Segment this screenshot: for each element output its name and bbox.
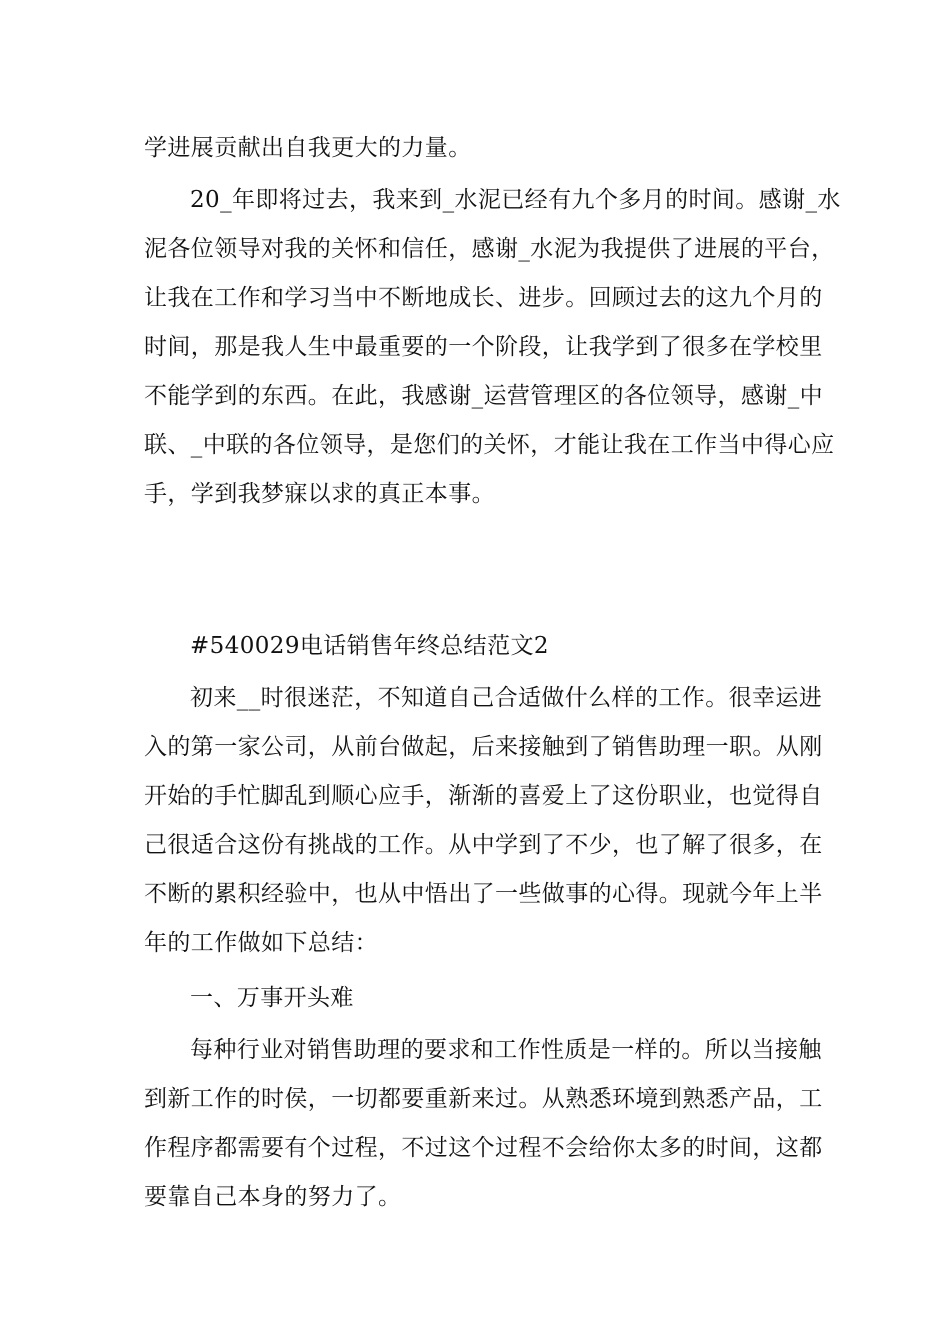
document-heading xyxy=(144,622,809,671)
text-line: 学进展贡献出自我更大的力量。 xyxy=(144,135,472,161)
heading-text: #540029电话销售年终总结范文2 xyxy=(190,633,549,659)
text-line: 入的第一家公司，从前台做起，后来接触到了销售助理一职。从刚 xyxy=(144,734,823,760)
text-line: 不能学到的东西。在此，我感谢_运营管理区的各位领导，感谢_中 xyxy=(144,383,823,409)
section-heading xyxy=(144,974,809,1023)
paragraph-gratitude xyxy=(144,176,841,519)
text-line: 初来__时很迷茫，不知道自己合适做什么样的工作。很幸运进 xyxy=(190,685,823,711)
paragraph-section-body xyxy=(144,1026,823,1222)
text-line: 每种行业对销售助理的要求和工作性质是一样的。所以当接触 xyxy=(190,1037,822,1063)
text-line: 20_年即将过去，我来到_水泥已经有九个多月的时间。感谢_水 xyxy=(190,187,841,213)
text-line: 要靠自己本身的努力了。 xyxy=(144,1184,402,1210)
text-line: 手，学到我梦寐以求的真正本事。 xyxy=(144,481,495,507)
text-line: 联、_中联的各位领导，是您们的关怀，才能让我在工作当中得心应 xyxy=(144,432,835,458)
text-line: 时间，那是我人生中最重要的一个阶段，让我学到了很多在学校里 xyxy=(144,334,823,360)
text-line: 开始的手忙脚乱到顺心应手，渐渐的喜爱上了这份职业，也觉得自 xyxy=(144,783,823,809)
text-line: 己很适合这份有挑战的工作。从中学到了不少，也了解了很多，在 xyxy=(144,832,823,858)
text-line: 年的工作做如下总结： xyxy=(144,930,378,956)
text-line: 让我在工作和学习当中不断地成长、进步。回顾过去的这九个月的 xyxy=(144,285,823,311)
text-line: 不断的累积经验中，也从中悟出了一些做事的心得。现就今年上半 xyxy=(144,881,823,907)
paragraph-continuation xyxy=(144,124,809,173)
section-heading-text: 一、万事开头难 xyxy=(190,985,354,1011)
text-line: 作程序都需要有个过程，不过这个过程不会给你太多的时间，这都 xyxy=(144,1135,823,1161)
text-line: 到新工作的时侯，一切都要重新来过。从熟悉环境到熟悉产品，工 xyxy=(144,1086,823,1112)
paragraph-intro xyxy=(144,674,823,968)
text-line: 泥各位领导对我的关怀和信任，感谢_水泥为我提供了进展的平台， xyxy=(144,236,835,262)
